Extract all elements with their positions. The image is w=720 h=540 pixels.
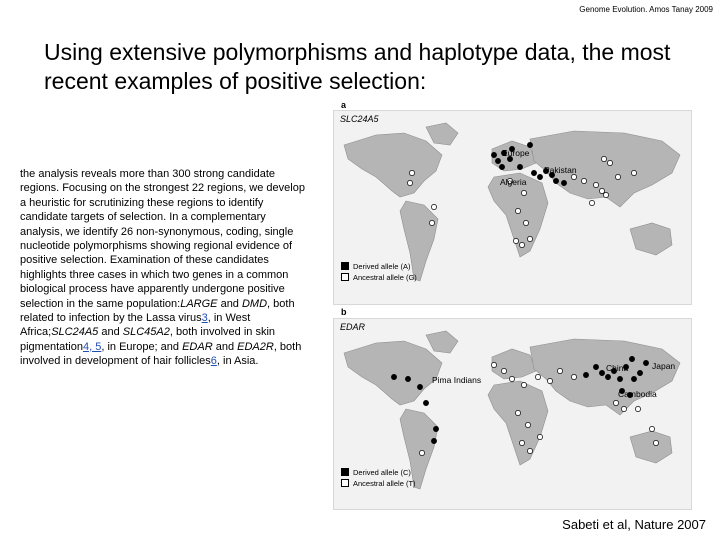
- map-panel-b: [333, 318, 692, 510]
- population-marker: [631, 376, 636, 381]
- population-marker: [405, 376, 410, 381]
- population-marker: [615, 174, 620, 179]
- population-marker: [607, 160, 612, 165]
- abstract-part-6: , both involved in development of hair follicles: [20, 340, 302, 368]
- abstract-part-5: , in Europe; and: [101, 340, 183, 353]
- panel-a-letter: a: [341, 100, 347, 110]
- population-marker: [537, 434, 542, 439]
- citation: Sabeti et al, Nature 2007: [562, 517, 706, 532]
- population-marker: [509, 376, 514, 381]
- population-marker: [553, 178, 558, 183]
- abstract-part-7: , in Asia.: [216, 355, 259, 368]
- map-b-gene-label: EDAR: [340, 322, 366, 332]
- panel-b-letter: b: [341, 307, 347, 317]
- population-marker: [613, 400, 618, 405]
- legend-a: [341, 261, 417, 283]
- legend-b-derived: Derived allele (C): [341, 467, 416, 478]
- population-marker: [571, 374, 576, 379]
- population-marker: [495, 158, 500, 163]
- population-marker: [637, 370, 642, 375]
- population-marker: [605, 374, 610, 379]
- abstract-text: [20, 167, 310, 369]
- population-marker: [519, 440, 524, 445]
- population-marker: [535, 374, 540, 379]
- gene-slc45a2: SLC45A2: [122, 326, 170, 339]
- population-marker: [547, 378, 552, 383]
- place-label-china: China: [606, 363, 629, 373]
- place-label-pima-indians: Pima Indians: [432, 375, 482, 385]
- population-marker: [499, 164, 504, 169]
- slide-header: Genome Evolution. Amos Tanay 2009: [579, 5, 713, 14]
- population-marker: [527, 448, 532, 453]
- population-marker: [643, 360, 648, 365]
- population-marker: [491, 152, 496, 157]
- place-label-japan: Japan: [652, 361, 676, 371]
- population-marker: [581, 178, 586, 183]
- population-marker: [431, 438, 436, 443]
- population-marker: [433, 426, 438, 431]
- conjunction: and: [212, 340, 238, 353]
- map-a-gene-label: SLC24A5: [340, 114, 379, 124]
- reference-link-3[interactable]: 3: [201, 312, 208, 325]
- population-marker: [617, 376, 622, 381]
- derived-swatch-icon: [341, 262, 349, 270]
- population-marker: [513, 238, 518, 243]
- population-marker: [557, 368, 562, 373]
- gene-slc24a5: SLC24A5: [51, 326, 99, 339]
- population-marker: [571, 174, 576, 179]
- population-marker: [603, 192, 608, 197]
- population-marker: [491, 362, 496, 367]
- legend-b: [341, 467, 416, 489]
- population-marker: [593, 364, 598, 369]
- derived-swatch-icon: [341, 468, 349, 476]
- population-marker: [517, 164, 522, 169]
- abstract-part-2: , both related to infection by the Lassa virus: [20, 297, 295, 325]
- legend-a-derived: Derived allele (A): [341, 261, 417, 272]
- population-marker: [653, 440, 658, 445]
- population-marker: [527, 236, 532, 241]
- population-marker: [515, 410, 520, 415]
- population-marker: [519, 242, 524, 247]
- population-marker: [601, 156, 606, 161]
- reference-link-4-5[interactable]: 4, 5: [83, 340, 102, 353]
- population-marker: [523, 220, 528, 225]
- population-marker: [501, 368, 506, 373]
- population-marker: [417, 384, 422, 389]
- population-marker: [631, 170, 636, 175]
- population-marker: [599, 370, 604, 375]
- population-marker: [423, 400, 428, 405]
- population-marker: [537, 174, 542, 179]
- gene-edar: EDAR: [182, 340, 213, 353]
- reference-link-6[interactable]: 6: [210, 355, 217, 368]
- population-marker: [621, 406, 626, 411]
- population-marker: [407, 180, 412, 185]
- population-marker: [599, 188, 604, 193]
- population-marker: [429, 220, 434, 225]
- ancestral-swatch-icon: [341, 273, 349, 281]
- place-label-pakistan: Pakistan: [544, 165, 577, 175]
- ancestral-swatch-icon: [341, 479, 349, 487]
- population-marker: [583, 372, 588, 377]
- population-marker: [431, 204, 436, 209]
- population-marker: [391, 374, 396, 379]
- abstract-part-1: the analysis reveals more than 300 strong candidate regions. Focusing on the strongest 22 regions, we develop a heuristic for scrutinizing these regions to identify candidate targets of selection. In a complementary analysis, we identify 26 non-synonymous, coding, single nucleotide polymorphisms showing regional evidence of positive selection. Examination of these candidates highlights three cases in which two genes in a common biological process have apparently undergone positive selection in the same population:: [20, 168, 305, 310]
- population-marker: [409, 170, 414, 175]
- gene-dmd: DMD: [241, 297, 268, 310]
- population-marker: [531, 170, 536, 175]
- population-marker: [589, 200, 594, 205]
- slide-title: Using extensive polymorphisms and haplotype data, the most recent examples of positive selection:: [44, 39, 671, 94]
- population-marker: [629, 356, 634, 361]
- population-marker: [561, 180, 566, 185]
- conjunction: and: [217, 297, 242, 310]
- place-label-cambodia: Cambodia: [618, 389, 657, 399]
- population-marker: [527, 142, 532, 147]
- population-marker: [635, 406, 640, 411]
- place-label-europe: Europe: [502, 148, 530, 158]
- gene-large: LARGE: [180, 297, 218, 310]
- population-marker: [521, 382, 526, 387]
- population-marker: [649, 426, 654, 431]
- legend-b-ancestral: Ancestral allele (T): [341, 478, 416, 489]
- conjunction: and: [98, 326, 123, 339]
- place-label-algeria: Algeria: [500, 177, 527, 187]
- population-marker: [419, 450, 424, 455]
- population-marker: [521, 190, 526, 195]
- population-marker: [593, 182, 598, 187]
- abstract-part-3: , in West Africa;: [20, 312, 251, 339]
- abstract-part-4: , both involved in skin pigmentation: [20, 326, 276, 353]
- population-marker: [525, 422, 530, 427]
- legend-a-ancestral: Ancestral allele (G): [341, 272, 417, 283]
- map-panel-a: [333, 110, 692, 305]
- population-marker: [515, 208, 520, 213]
- gene-eda2r: EDA2R: [237, 340, 274, 353]
